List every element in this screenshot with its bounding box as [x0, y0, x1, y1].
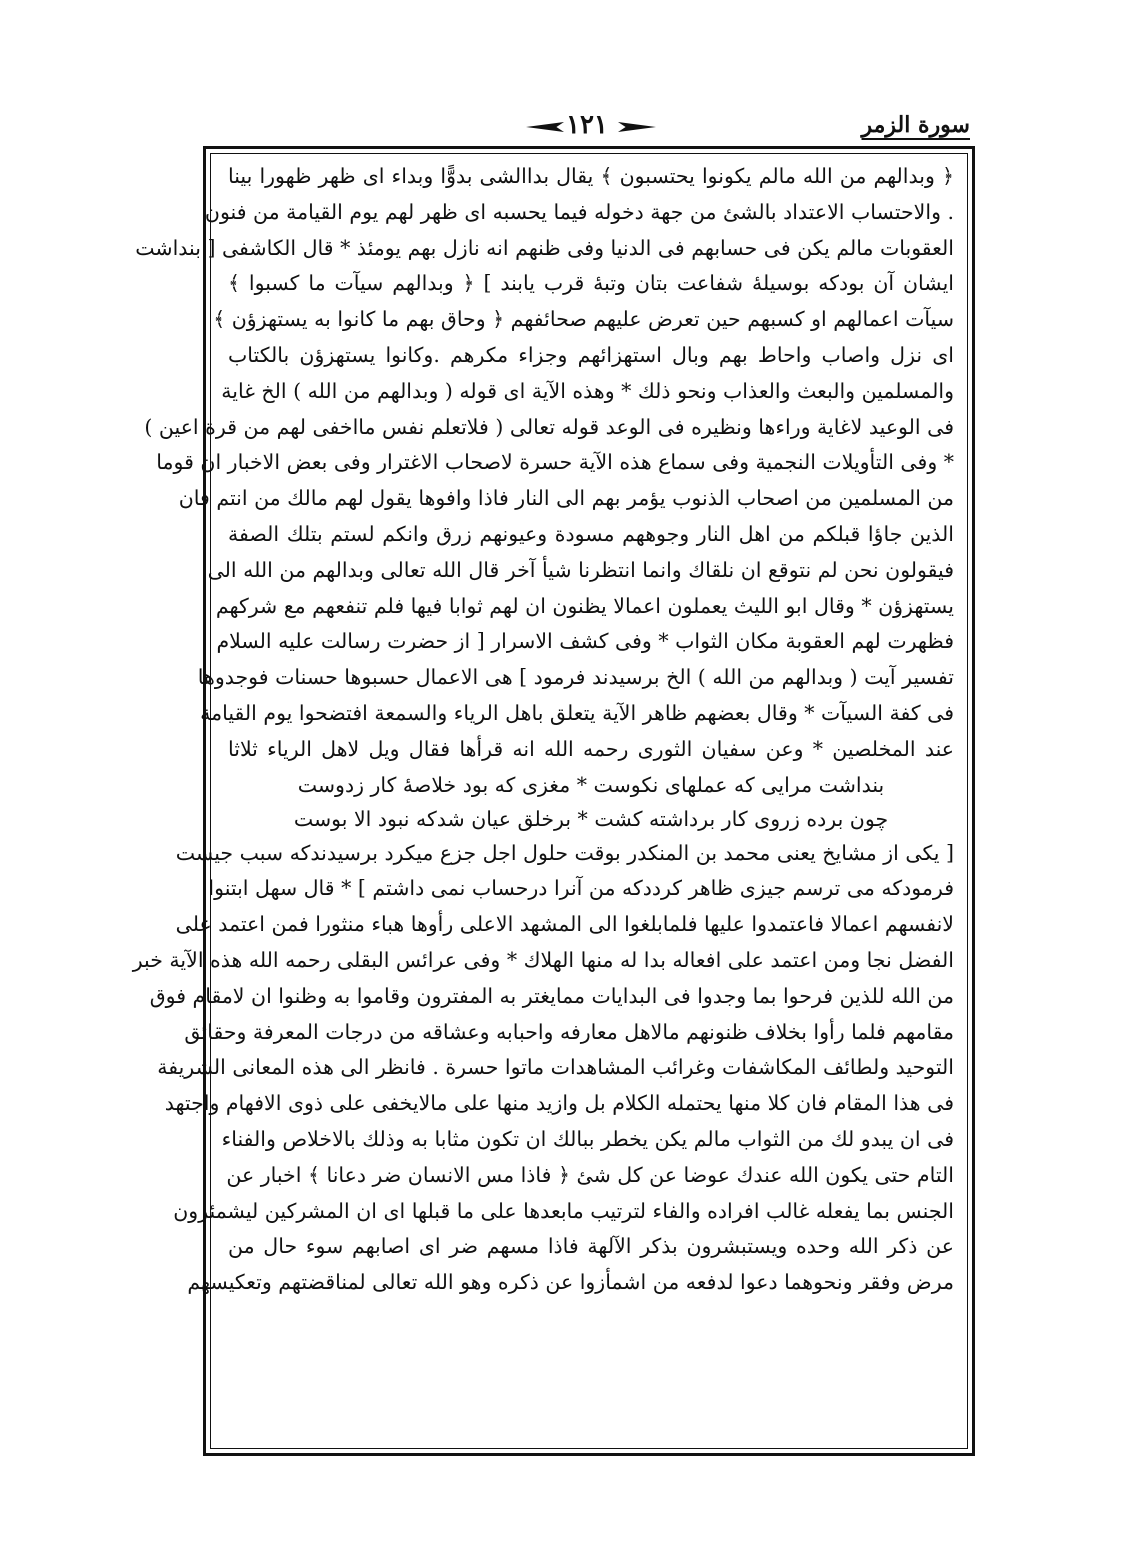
text-line: التام حتى يكون الله عندك عوضا عن كل شئ ﴿ فاذا مس الانسان ضر دعانا ﴾ اخبار عن: [226, 1162, 954, 1187]
surah-title: سورة الزمر: [861, 112, 970, 138]
text-line: مرض وفقر ونحوهما دعوا لدفعه من اشمأزوا عن ذكره وهو الله تعالى لمناقضتهم وتعكيسهم: [187, 1270, 954, 1295]
text-line: مقامهم فلما رأوا بخلاف ظنونهم مالاهل معارفه واحبابه وعشاقه من درجات المعرفة وحقائق: [184, 1019, 954, 1044]
text-line: ﴿ وبدالهم من الله مالم يكونوا يحتسبون ﴾ يقال بداالشى بدوًّا وبداء اى ظهر ظهورا بينا: [228, 164, 954, 188]
page-number-area: [526, 108, 656, 148]
text-line: الذين جاؤا قبلكم من اهل النار وجوههم مسودة وعيونهم زرق وانكم لستم بتلك الصفة: [228, 521, 954, 546]
text-line: لانفسهم اعمالا فاعتمدوا عليها فلمابلغوا الى المشهد الاعلى رأوها هباء منثورا فمن اعتمد على: [175, 912, 954, 937]
text-line: * وفى التأويلات النجمية وفى سماع هذه الآية حسرة لاصحاب الاغترار وفى بعض الاخبار ان قوما: [156, 450, 954, 475]
text-line: من الله للذين فرحوا بما وجدوا فى البدايات ممايغتر به المفترون وقاموا به وظنوا ان لامقام فوق: [149, 983, 954, 1008]
verse-line: بنداشت مرايى كه عملهاى نكوست * مغزى كه بود خلاصۀ كار زدوست: [297, 772, 885, 797]
text-frame: [132, 146, 975, 1456]
page-header: [118, 108, 970, 148]
text-line: والمسلمين والبعث والعذاب ونحو ذلك * وهذه الآية اى قوله ( وبدالهم من الله ) الخ غاية: [221, 378, 954, 403]
text-line: اى نزل واصاب واحاط بهم وبال استهزائهم وجزاء مكرهم .وكانوا يستهزؤن بالكتاب: [228, 342, 954, 367]
text-line: فرمودكه مى ترسم جيزى ظاهر كرددكه من آنرا درحساب نمى داشتم ] * قال سهل ابتنوا: [208, 876, 954, 901]
text-line: الجنس بما يفعله غالب افراده والفاء لترتيب مابعدها على ما قبلها اى ان المشركين ليشمئزون: [173, 1198, 954, 1223]
text-line: فى الوعيد لاغاية وراءها ونظيره فى الوعد قوله تعالى ( فلاتعلم نفس مااخفى لهم من قرة اعين ): [144, 414, 954, 439]
text-line: الفضل نجا ومن اعتمد على افعاله بدا له منها الهلاك * وفى عرائس البقلى رحمه الله هذه الآية خبر: [132, 947, 954, 972]
text-line: فى ان يبدو لك من الثواب مالم يكن يخطر ببالك ان تكون مثابا به وذلك بالاخلاص والفناء: [221, 1126, 954, 1151]
text-line: ايشان آن بودكه بوسيلۀ شفاعت بتان وتبۀ قرب يابند ] ﴿ وبدالهم سيآت ما كسبوا ﴾: [228, 271, 954, 296]
text-line: من المسلمين من اصحاب الذنوب يؤمر بهم الى النار فاذا وافوها يقول لهم مالك من انتم فان: [178, 486, 954, 511]
text-line: فيقولون نحن لم نتوقع ان نلقاك وانما انتظرنا شيأ آخر قال الله تعالى وبدالهم من الله الى: [207, 557, 954, 582]
text-line: . والاحتساب الاعتداد بالشئ من جهة دخوله فيما يحسبه اى ظهر لهم يوم القيامة من فنون: [204, 199, 954, 224]
text-line: عن ذكر الله وحده ويستبشرون بذكر الآلهة فاذا مسهم ضر اى اصابهم سوء حال من: [228, 1234, 954, 1259]
verse-line: چون برده زروى كار برداشته كشت * برخلق عيان شدكه نبود الا بوست: [293, 806, 889, 831]
text-line: التوحيد ولطائف المكاشفات وغرائب المشاهدات ماتوا حسرة . فانظر الى هذه المعانى الشريفة: [157, 1055, 954, 1080]
text-line: فى هذا المقام فان كلا منها يحتمله الكلام بل وازيد منها على مالايخفى على ذوى الافهام واجتهد: [164, 1091, 954, 1116]
text-line: عند المخلصين * وعن سفيان الثورى رحمه الله انه قرأها فقال ويل لاهل الرياء ثلاثا: [228, 736, 954, 761]
text-line: فى كفة السيآت * وقال بعضهم ظاهر الآية يتعلق باهل الرياء والسمعة افتضحوا يوم القيامة: [200, 700, 954, 725]
ornament-left-icon: [526, 122, 564, 132]
ornament-right-icon: [618, 122, 656, 132]
text-line: تفسير آيت ( وبدالهم من الله ) الخ برسيدند فرمود ] هى الاعمال حسبوها حسنات فوجدوها: [197, 665, 954, 690]
text-line: يستهزؤن * وقال ابو الليث يعملون اعمالا يظنون ان لهم ثوابا فيها فلم تنفعهم مع شركهم: [215, 593, 954, 618]
text-line: [ يكى از مشايخ يعنى محمد بن المنكدر بوقت حلول اجل جزع ميكرد برسيدندكه سبب جيست: [175, 840, 954, 865]
text-block: [132, 159, 954, 1301]
text-line: العقوبات مالم يكن فى حسابهم فى الدنيا وفى ظنهم انه نازل بهم يومئذ * قال الكاشفى [ بنداشت: [135, 235, 954, 260]
page-number: ١٢١: [566, 110, 608, 140]
text-line: فظهرت لهم العقوبة مكان الثواب * وفى كشف الاسرار [ از حضرت رسالت عليه السلام: [216, 629, 954, 654]
text-line: سيآت اعمالهم او كسبهم حين تعرض عليهم صحائفهم ﴿ وحاق بهم ما كانوا به يستهزؤن ﴾: [213, 307, 954, 332]
